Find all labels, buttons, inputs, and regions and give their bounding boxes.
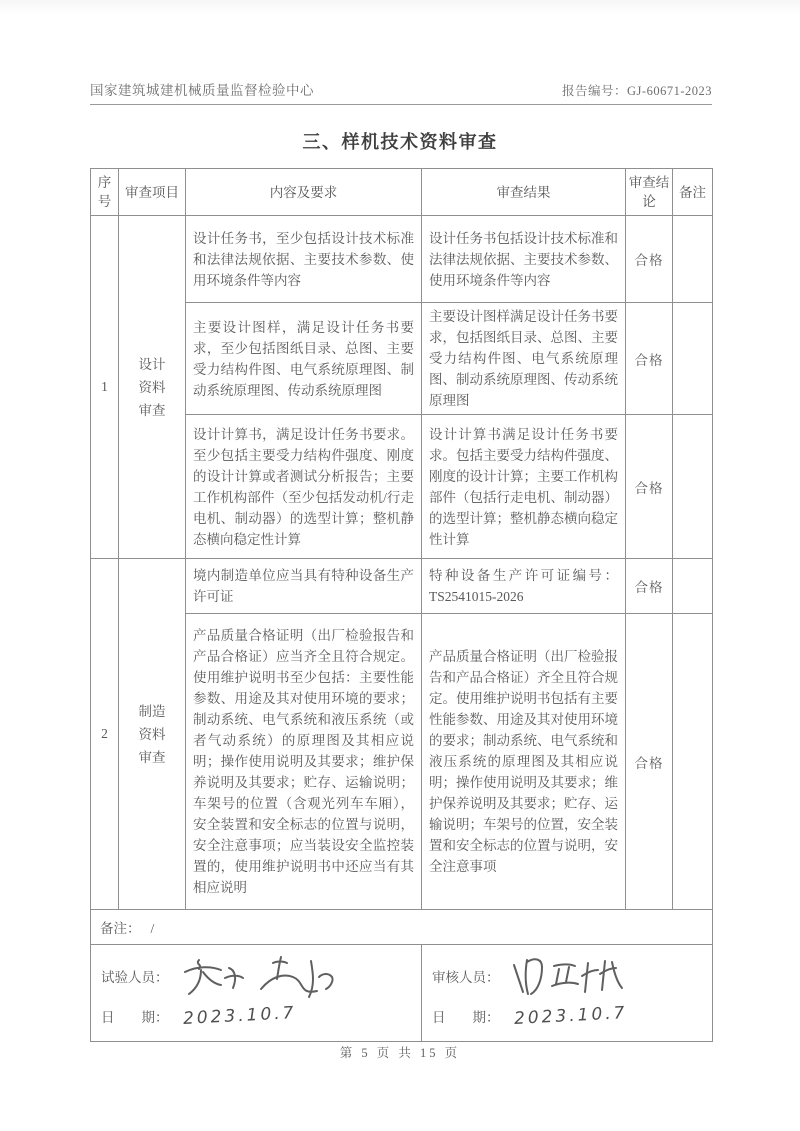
project-name-design: 设计资料审查 — [119, 216, 186, 559]
conclusion-cell: 合格 — [626, 559, 673, 614]
seq-number-1: 1 — [91, 216, 119, 559]
table-row — [91, 216, 713, 303]
reviewer-sign-cell — [422, 945, 713, 1042]
result-cell: 产品质量合格证明（出厂检验报告和产品合格证）齐全且符合规定。使用维护说明书包括有主要性能参数、用途及其对使用环境的要求；制动系统、电气系统和液压系统的原理图及其相应说明；操作使用说明及其要求；维护保养说明及其要求；贮存、运输说明；车架号的位置，安全装置和安全标志的位置与说明，安全注意事项 — [422, 614, 626, 910]
remark-row — [91, 910, 713, 945]
col-header-content: 内容及要求 — [186, 169, 422, 216]
conclusion-cell: 合格 — [626, 216, 673, 303]
review-table — [90, 168, 713, 1042]
col-header-conclusion: 审查结论 — [626, 169, 673, 216]
report-number: 报告编号：GJ-60671-2023 — [562, 84, 712, 98]
remark-cell-empty — [673, 216, 713, 303]
remark-cell-empty — [673, 303, 713, 415]
content-cell: 主要设计图样，满足设计任务书要求，至少包括图纸目录、总图、主要受力结构件图、电气系统原理图、制动系统原理图、传动系统原理图 — [186, 303, 422, 415]
result-cell: 设计计算书满足设计任务书要求。包括主要受力结构件强度、刚度的设计计算；主要工作机构部件（包括行走电机、制动器）的选型计算；整机静态横向稳定性计算 — [422, 415, 626, 559]
project-name-manufacture: 制造资料审查 — [119, 559, 186, 910]
conclusion-cell: 合格 — [626, 303, 673, 415]
result-cell: 主要设计图样满足设计任务书要求，包括图纸目录、总图、主要受力结构件图、电气系统原理图、制动系统原理图、传动系统原理图 — [422, 303, 626, 415]
col-header-project: 审查项目 — [119, 169, 186, 216]
organization-name: 国家建筑城建机械质量监督检验中心 — [90, 83, 314, 98]
remark-row-cell — [91, 910, 713, 945]
result-cell: 特种设备生产许可证编号：TS2541015-2026 — [422, 559, 626, 614]
col-header-result: 审查结果 — [422, 169, 626, 216]
page-number-footer: 第 5 页 共 15 页 — [339, 1046, 461, 1060]
content-cell: 产品质量合格证明（出厂检验报告和产品合格证）应当齐全且符合规定。使用维护说明书至少包括：主要性能参数、用途及其对使用环境的要求；制动系统、电气系统和液压系统（或者气动系统）的原理图及其相应说明；操作使用说明及其要求；维护保养说明及其要求；贮存、运输说明；车架号的位置（含观光列车车厢），安全装置和安全标志的位置与说明，安全注意事项；应当装设安全监控装置的，使用维护说明书中还应当有其相应说明 — [186, 614, 422, 910]
reviewer-date-label: 日 期： — [432, 1010, 500, 1025]
remark-cell-empty — [673, 614, 713, 910]
signature-row — [91, 945, 713, 1042]
remark-value: / — [150, 921, 155, 936]
table-row — [91, 559, 713, 614]
tester-sign-cell — [91, 945, 422, 1042]
col-header-remark: 备注 — [673, 169, 713, 216]
page-title: 三、样机技术资料审查 — [302, 132, 498, 152]
remark-cell-empty — [673, 559, 713, 614]
remark-label: 备注： — [100, 921, 141, 936]
content-cell: 设计计算书，满足设计任务书要求。至少包括主要受力结构件强度、刚度的设计计算或者测试分析报告；主要工作机构部件（至少包括发动机/行走电机、制动器）的选型计算；整机静态横向稳定性计算 — [186, 415, 422, 559]
tester-date-handwritten: 2023.10.7 — [182, 1003, 297, 1029]
table-header-row — [91, 169, 713, 216]
running-header — [90, 79, 712, 105]
tester-signature — [177, 953, 337, 999]
content-cell: 境内制造单位应当具有特种设备生产许可证 — [186, 559, 422, 614]
remark-cell-empty — [673, 415, 713, 559]
result-cell: 设计任务书包括设计技术标准和法律法规依据、主要技术参数、使用环境条件等内容 — [422, 216, 626, 303]
reviewer-signature — [508, 953, 633, 999]
conclusion-cell: 合格 — [626, 614, 673, 910]
seq-number-2: 2 — [91, 559, 119, 910]
reviewer-date-handwritten: 2023.10.7 — [513, 1003, 628, 1029]
reviewer-label: 审核人员： — [432, 970, 500, 985]
conclusion-cell: 合格 — [626, 415, 673, 559]
content-cell: 设计任务书，至少包括设计技术标准和法律法规依据、主要技术参数、使用环境条件等内容 — [186, 216, 422, 303]
col-header-seq: 序号 — [91, 169, 119, 216]
tester-label: 试验人员： — [101, 970, 169, 985]
tester-date-label: 日 期： — [101, 1010, 169, 1025]
